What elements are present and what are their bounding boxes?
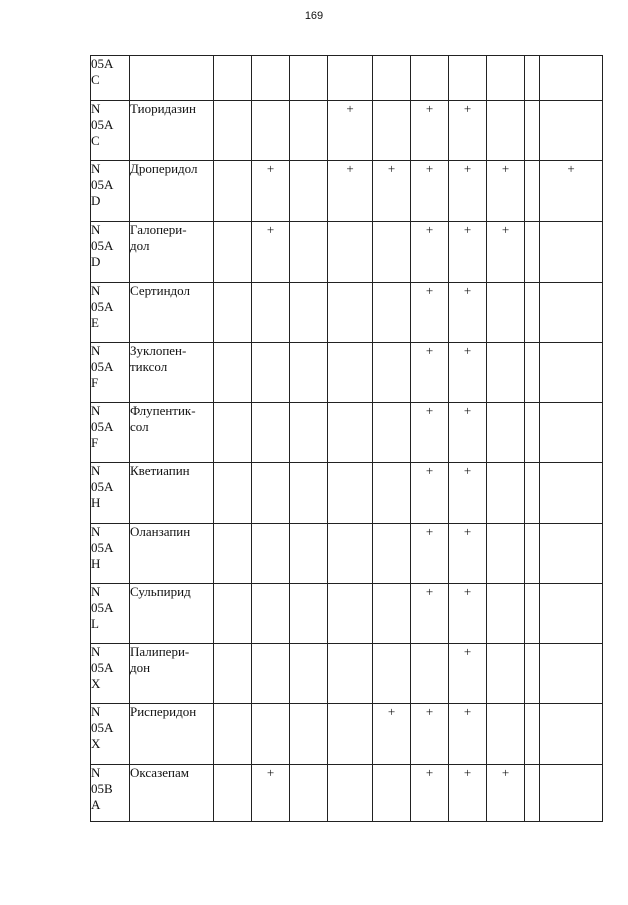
- atc-code-cell: [91, 765, 130, 822]
- mark-cell: [487, 161, 525, 222]
- atc-code-line: 05B: [91, 781, 113, 796]
- mark-cell: [411, 524, 449, 584]
- atc-code-line: N: [91, 524, 101, 539]
- plus-mark: +: [425, 101, 434, 116]
- atc-code-cell: [91, 704, 130, 765]
- mark-cell: [411, 463, 449, 524]
- plus-mark: +: [425, 403, 434, 418]
- atc-code-cell: [91, 222, 130, 283]
- drug-name-cell: [130, 283, 214, 343]
- mark-cell: [449, 463, 487, 524]
- drug-name-line: Палипери-: [130, 644, 190, 659]
- mark-cell: [411, 161, 449, 222]
- mark-cell: [449, 403, 487, 463]
- mark-cell: [214, 161, 252, 222]
- table-row: [91, 704, 603, 765]
- mark-cell: [487, 704, 525, 765]
- plus-mark: +: [463, 222, 472, 237]
- mark-cell: [449, 584, 487, 644]
- table-row: [91, 524, 603, 584]
- mark-cell: [214, 524, 252, 584]
- atc-code-cell: [91, 463, 130, 524]
- mark-cell: [373, 56, 411, 101]
- atc-code-line: F: [91, 435, 99, 450]
- plus-mark: +: [463, 403, 472, 418]
- table-row: [91, 765, 603, 822]
- mark-cell: [214, 463, 252, 524]
- mark-cell: [290, 524, 328, 584]
- mark-cell: [540, 101, 603, 161]
- drug-name-cell: [130, 584, 214, 644]
- mark-cell: [525, 403, 540, 463]
- atc-code-line: 05A: [91, 600, 114, 615]
- mark-cell: [540, 161, 603, 222]
- mark-cell: [290, 584, 328, 644]
- table-row: [91, 56, 603, 101]
- atc-code-line: 05A: [91, 117, 114, 132]
- mark-cell: [540, 463, 603, 524]
- plus-mark: +: [425, 584, 434, 599]
- drug-name-line: Галопери-: [130, 222, 187, 237]
- mark-cell: [373, 463, 411, 524]
- mark-cell: [252, 222, 290, 283]
- mark-cell: [328, 765, 373, 822]
- atc-code-line: N: [91, 463, 101, 478]
- mark-cell: [449, 56, 487, 101]
- table-row: [91, 343, 603, 403]
- mark-cell: [290, 283, 328, 343]
- atc-code-line: 05A: [91, 238, 114, 253]
- drug-table: [90, 55, 603, 822]
- drug-name-line: дол: [130, 238, 150, 253]
- mark-cell: [214, 584, 252, 644]
- mark-cell: [449, 644, 487, 704]
- atc-code-line: N: [91, 765, 101, 780]
- table-row: [91, 463, 603, 524]
- atc-code-line: A: [91, 797, 101, 812]
- table-row: [91, 644, 603, 704]
- mark-cell: [373, 704, 411, 765]
- mark-cell: [252, 101, 290, 161]
- mark-cell: [328, 463, 373, 524]
- drug-name-line: Дроперидол: [130, 161, 198, 176]
- mark-cell: [328, 584, 373, 644]
- mark-cell: [449, 101, 487, 161]
- mark-cell: [525, 644, 540, 704]
- atc-code-line: C: [91, 72, 100, 87]
- mark-cell: [328, 222, 373, 283]
- mark-cell: [411, 765, 449, 822]
- mark-cell: [487, 644, 525, 704]
- mark-cell: [373, 765, 411, 822]
- atc-code-line: H: [91, 556, 101, 571]
- plus-mark: +: [463, 644, 472, 659]
- plus-mark: +: [463, 584, 472, 599]
- atc-code-line: D: [91, 254, 101, 269]
- plus-mark: +: [463, 463, 472, 478]
- plus-mark: +: [425, 704, 434, 719]
- plus-mark: +: [425, 524, 434, 539]
- plus-mark: +: [266, 765, 275, 780]
- mark-cell: [411, 343, 449, 403]
- drug-name-line: Рисперидон: [130, 704, 197, 719]
- mark-cell: [411, 704, 449, 765]
- mark-cell: [373, 403, 411, 463]
- atc-code-line: N: [91, 704, 101, 719]
- mark-cell: [449, 704, 487, 765]
- drug-name-cell: [130, 524, 214, 584]
- plus-mark: +: [463, 101, 472, 116]
- mark-cell: [525, 524, 540, 584]
- mark-cell: [328, 283, 373, 343]
- mark-cell: [214, 644, 252, 704]
- mark-cell: [290, 463, 328, 524]
- drug-name-cell: [130, 765, 214, 822]
- table-row: [91, 222, 603, 283]
- mark-cell: [214, 704, 252, 765]
- plus-mark: +: [463, 524, 472, 539]
- mark-cell: [373, 584, 411, 644]
- plus-mark: +: [463, 283, 472, 298]
- atc-code-line: N: [91, 283, 101, 298]
- mark-cell: [373, 101, 411, 161]
- plus-mark: +: [567, 161, 575, 176]
- mark-cell: [411, 403, 449, 463]
- mark-cell: [449, 343, 487, 403]
- mark-cell: [328, 644, 373, 704]
- mark-cell: [487, 283, 525, 343]
- plus-mark: +: [501, 222, 510, 237]
- drug-name-cell: [130, 644, 214, 704]
- atc-code-line: N: [91, 584, 101, 599]
- plus-mark: +: [346, 161, 354, 176]
- plus-mark: +: [425, 765, 434, 780]
- mark-cell: [290, 56, 328, 101]
- mark-cell: [411, 222, 449, 283]
- atc-code-line: 05A: [91, 56, 114, 71]
- page-number: 169: [304, 10, 324, 22]
- mark-cell: [290, 343, 328, 403]
- table-body: [91, 56, 603, 822]
- drug-name-line: Зуклопен-: [130, 343, 187, 358]
- mark-cell: [487, 524, 525, 584]
- mark-cell: [290, 704, 328, 765]
- mark-cell: [540, 765, 603, 822]
- drug-name-cell: [130, 161, 214, 222]
- table-row: [91, 403, 603, 463]
- mark-cell: [411, 101, 449, 161]
- atc-code-cell: [91, 56, 130, 101]
- plus-mark: +: [425, 161, 434, 176]
- mark-cell: [290, 403, 328, 463]
- table-row: [91, 101, 603, 161]
- plus-mark: +: [425, 222, 434, 237]
- mark-cell: [252, 463, 290, 524]
- atc-code-line: N: [91, 161, 101, 176]
- mark-cell: [328, 343, 373, 403]
- mark-cell: [540, 524, 603, 584]
- mark-cell: [373, 343, 411, 403]
- mark-cell: [540, 222, 603, 283]
- atc-code-line: 05A: [91, 660, 114, 675]
- drug-name-line: Оксазепам: [130, 765, 189, 780]
- drug-name-line: Тиоридазин: [130, 101, 196, 116]
- mark-cell: [328, 704, 373, 765]
- mark-cell: [487, 56, 525, 101]
- table-row: [91, 161, 603, 222]
- mark-cell: [449, 161, 487, 222]
- mark-cell: [328, 403, 373, 463]
- drug-name-cell: [130, 222, 214, 283]
- plus-mark: +: [266, 222, 275, 237]
- atc-code-line: 05A: [91, 540, 114, 555]
- table-row: [91, 584, 603, 644]
- mark-cell: [411, 56, 449, 101]
- drug-name-line: дон: [130, 660, 151, 675]
- mark-cell: [214, 283, 252, 343]
- atc-code-cell: [91, 283, 130, 343]
- mark-cell: [540, 343, 603, 403]
- mark-cell: [449, 283, 487, 343]
- drug-name-line: тиксол: [130, 359, 168, 374]
- plus-mark: +: [501, 765, 510, 780]
- drug-name-cell: [130, 403, 214, 463]
- plus-mark: +: [463, 343, 472, 358]
- mark-cell: [487, 101, 525, 161]
- plus-mark: +: [463, 161, 472, 176]
- drug-name-line: Сульпирид: [130, 584, 191, 599]
- mark-cell: [525, 704, 540, 765]
- atc-code-line: N: [91, 644, 101, 659]
- mark-cell: [328, 101, 373, 161]
- atc-code-line: X: [91, 736, 101, 751]
- atc-code-line: E: [91, 315, 99, 330]
- atc-code-cell: [91, 524, 130, 584]
- mark-cell: [214, 101, 252, 161]
- mark-cell: [290, 765, 328, 822]
- mark-cell: [540, 584, 603, 644]
- atc-code-cell: [91, 101, 130, 161]
- atc-code-line: 05A: [91, 177, 114, 192]
- drug-name-line: Кветиапин: [130, 463, 190, 478]
- drug-name-cell: [130, 101, 214, 161]
- mark-cell: [525, 463, 540, 524]
- mark-cell: [373, 283, 411, 343]
- plus-mark: +: [387, 704, 396, 719]
- mark-cell: [214, 56, 252, 101]
- mark-cell: [290, 222, 328, 283]
- drug-name-line: Оланзапин: [130, 524, 191, 539]
- mark-cell: [525, 222, 540, 283]
- drug-name-cell: [130, 704, 214, 765]
- mark-cell: [411, 584, 449, 644]
- mark-cell: [449, 765, 487, 822]
- atc-code-cell: [91, 584, 130, 644]
- mark-cell: [373, 222, 411, 283]
- mark-cell: [487, 584, 525, 644]
- mark-cell: [411, 283, 449, 343]
- atc-code-line: 05A: [91, 720, 114, 735]
- drug-name-line: Флупентик-: [130, 403, 196, 418]
- mark-cell: [449, 524, 487, 584]
- mark-cell: [252, 283, 290, 343]
- mark-cell: [411, 644, 449, 704]
- mark-cell: [449, 222, 487, 283]
- mark-cell: [214, 222, 252, 283]
- mark-cell: [214, 343, 252, 403]
- plus-mark: +: [425, 283, 434, 298]
- mark-cell: [540, 56, 603, 101]
- atc-code-line: D: [91, 193, 101, 208]
- atc-code-line: X: [91, 676, 101, 691]
- mark-cell: [525, 584, 540, 644]
- mark-cell: [487, 463, 525, 524]
- plus-mark: +: [425, 463, 434, 478]
- atc-code-line: N: [91, 101, 101, 116]
- atc-code-cell: [91, 161, 130, 222]
- drug-name-cell: [130, 56, 214, 101]
- atc-code-line: L: [91, 616, 99, 631]
- plus-mark: +: [425, 343, 434, 358]
- atc-code-line: F: [91, 375, 99, 390]
- mark-cell: [328, 56, 373, 101]
- drug-name-line: сол: [130, 419, 149, 434]
- mark-cell: [252, 161, 290, 222]
- mark-cell: [373, 161, 411, 222]
- atc-code-cell: [91, 403, 130, 463]
- plus-mark: +: [463, 765, 472, 780]
- mark-cell: [525, 161, 540, 222]
- mark-cell: [373, 524, 411, 584]
- mark-cell: [290, 644, 328, 704]
- mark-cell: [328, 524, 373, 584]
- mark-cell: [252, 765, 290, 822]
- mark-cell: [214, 403, 252, 463]
- mark-cell: [487, 403, 525, 463]
- drug-name-cell: [130, 463, 214, 524]
- mark-cell: [252, 524, 290, 584]
- plus-mark: +: [266, 161, 275, 176]
- mark-cell: [252, 584, 290, 644]
- mark-cell: [540, 704, 603, 765]
- mark-cell: [252, 403, 290, 463]
- mark-cell: [252, 343, 290, 403]
- plus-mark: +: [463, 704, 472, 719]
- mark-cell: [373, 644, 411, 704]
- mark-cell: [252, 56, 290, 101]
- mark-cell: [252, 704, 290, 765]
- atc-code-line: 05A: [91, 479, 114, 494]
- mark-cell: [214, 765, 252, 822]
- mark-cell: [525, 343, 540, 403]
- drug-name-cell: [130, 343, 214, 403]
- drug-name-line: Сертиндол: [130, 283, 190, 298]
- mark-cell: [487, 222, 525, 283]
- plus-mark: +: [387, 161, 396, 176]
- atc-code-line: C: [91, 133, 100, 148]
- plus-mark: +: [501, 161, 510, 176]
- mark-cell: [525, 101, 540, 161]
- plus-mark: +: [346, 101, 354, 116]
- atc-code-line: N: [91, 222, 101, 237]
- atc-code-cell: [91, 644, 130, 704]
- atc-code-line: H: [91, 495, 101, 510]
- mark-cell: [540, 403, 603, 463]
- atc-code-line: N: [91, 343, 101, 358]
- mark-cell: [540, 283, 603, 343]
- mark-cell: [290, 161, 328, 222]
- mark-cell: [525, 765, 540, 822]
- mark-cell: [290, 101, 328, 161]
- mark-cell: [252, 644, 290, 704]
- atc-code-line: 05A: [91, 299, 114, 314]
- atc-code-cell: [91, 343, 130, 403]
- mark-cell: [487, 343, 525, 403]
- mark-cell: [328, 161, 373, 222]
- mark-cell: [525, 283, 540, 343]
- mark-cell: [540, 644, 603, 704]
- atc-code-line: 05A: [91, 419, 114, 434]
- table-row: [91, 283, 603, 343]
- mark-cell: [525, 56, 540, 101]
- mark-cell: [487, 765, 525, 822]
- atc-code-line: 05A: [91, 359, 114, 374]
- atc-code-line: N: [91, 403, 101, 418]
